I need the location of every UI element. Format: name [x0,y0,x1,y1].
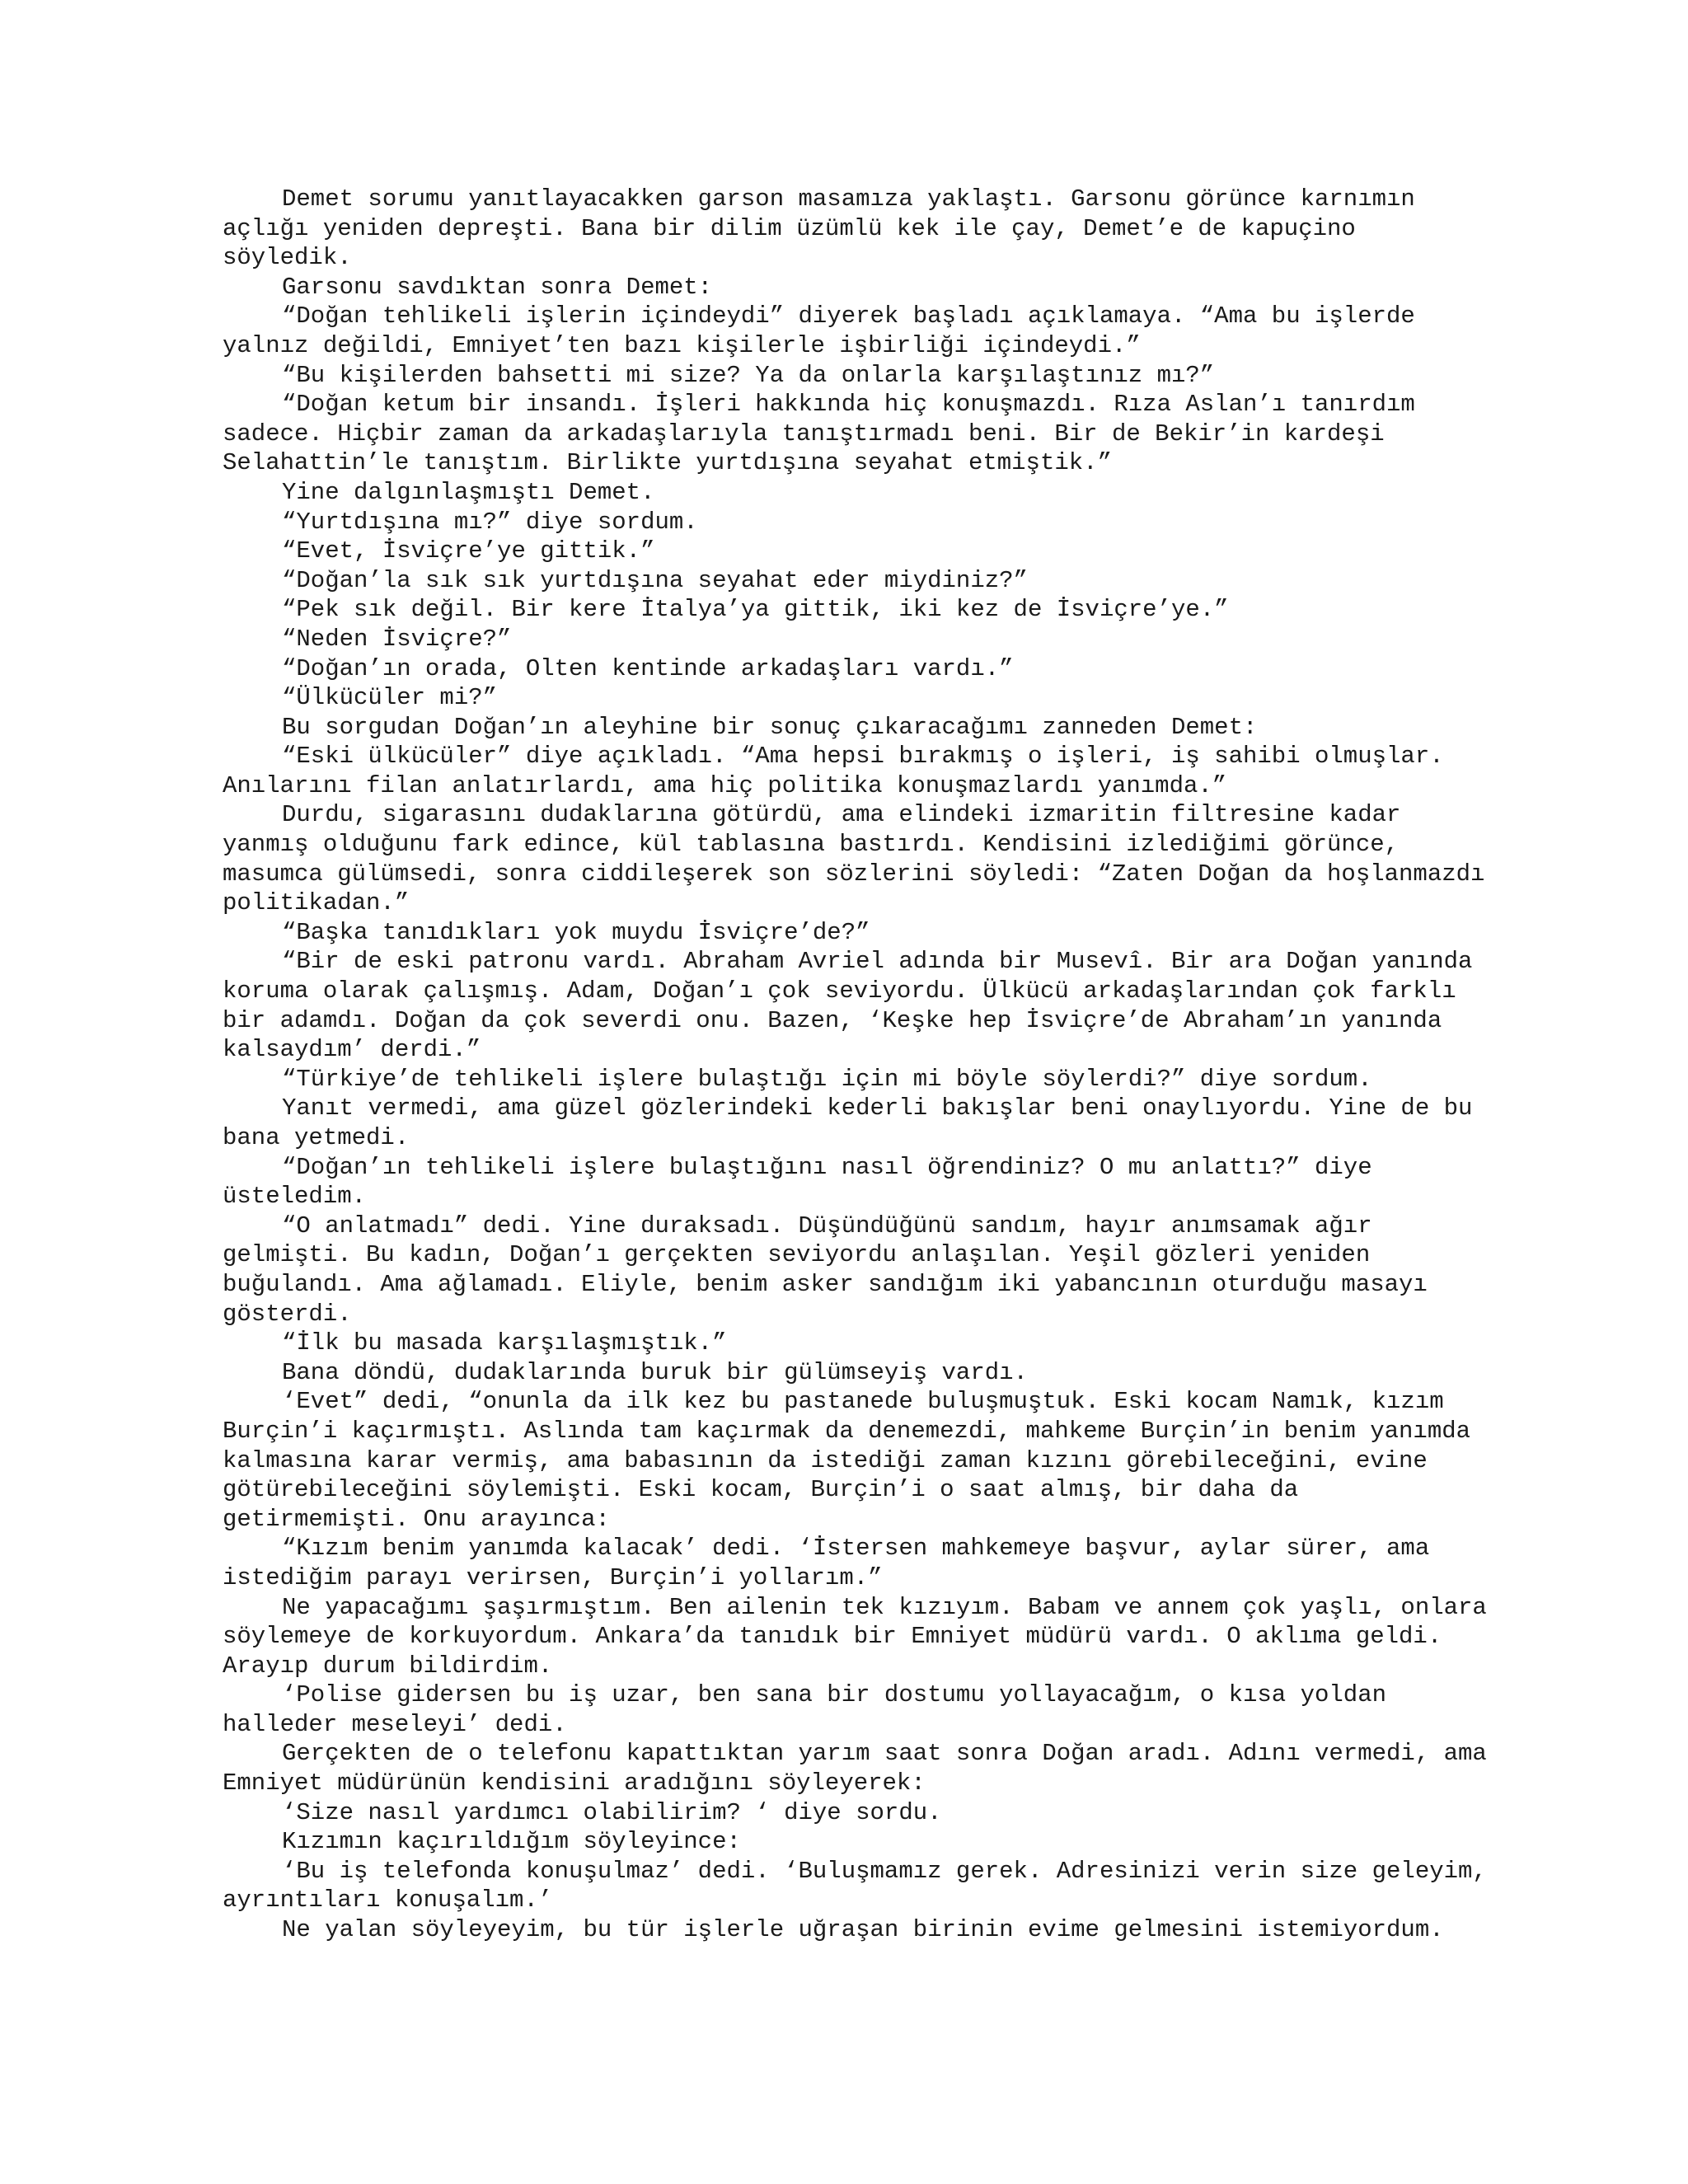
paragraph: “Bu kişilerden bahsetti mi size? Ya da onlarla karşılaştınız mı?” [282,361,1215,389]
paragraph: “Doğan’la sık sık yurtdışına seyahat eder miydiniz?” [282,566,1028,594]
paragraph: “Kızım benim yanımda kalacak’ dedi. ‘İstersen mahkemeye başvur, aylar sürer, ama istediğim parayı verirsen, Burçin’i yollarım.” [223,1535,1444,1591]
paragraph: “O anlatmadı” dedi. Yine duraksadı. Düşündüğünü sandım, hayır anımsamak ağır gelmişti. Bu kadın, Doğan’ı gerçekten seviyordu anlaşılan. Yeşil gözleri yeniden buğulandı. Ama ağlamadı. Eliyle, benim asker sandığım iki yabancının oturduğu masayı gösterdi. [223,1212,1442,1328]
paragraph: Demet sorumu yanıtlayacakken garson masamıza yaklaştı. Garsonu görünce karnımın açlığı yeniden depreşti. Bana bir dilim üzümlü kek ile çay, Demet’e de kapuçino söyledik. [223,185,1430,272]
paragraph: “Ülkücüler mi?” [282,684,498,712]
paragraph: “İlk bu masada karşılaşmıştık.” [282,1329,727,1357]
document-page [223,185,1502,1945]
paragraph: ‘Evet” dedi, “onunla da ilk kez bu pastanede buluşmuştuk. Eski kocam Namık, kızım Burçin’i kaçırmıştı. Aslında tam kaçırmak da denemezdi, mahkeme Burçin’in benim yanımda kalmasına karar vermiş, ama babasının da istediği zaman kızını görebileceğini, evine götürebileceğini söylemişti. Eski kocam, Burçin’i o saat almış, bir daha da getirmemişti. Onu arayınca: [223,1388,1485,1533]
paragraph: Yanıt vermedi, ama güzel gözlerindeki kederli bakışlar beni onaylıyordu. Yine de bu bana yetmedi. [223,1094,1487,1151]
paragraph: Ne yalan söyleyeyim, bu tür işlerle uğraşan birinin evime gelmesini istemiyordum. [282,1916,1444,1944]
paragraph: “Neden İsviçre?” [282,625,512,653]
paragraph: “Bir de eski patronu vardı. Abraham Avriel adında bir Musevî. Bir ara Doğan yanında koruma olarak çalışmış. Adam, Doğan’ı çok seviyordu. Ülkücü arkadaşlarından çok farklı bir adamdı. Doğan da çok severdi onu. Bazen, ‘Keşke hep İsviçre’de Abraham’ın yanında kalsaydım’ derdi.” [223,948,1487,1064]
paragraph: Bana döndü, dudaklarında buruk bir gülümseyiş vardı. [282,1358,1028,1386]
paragraph: “Eski ülkücüler” diye açıkladı. “Ama hepsi bırakmış o işleri, iş sahibi olmuşlar. Anılarını filan anlatırlardı, ama hiç politika konuşmazlardı yanımda.” [223,743,1459,799]
paragraph: “Doğan ketum bir insandı. İşleri hakkında hiç konuşmazdı. Rıza Aslan’ı tanırdım sadece. Hiçbir zaman da arkadaşlarıyla tanıştırmadı beni. Bir de Bekir’in kardeşi Selahattin’le tanıştım. Birlikte yurtdışına seyahat etmiştik.” [223,391,1430,477]
paragraph: ‘Bu iş telefonda konuşulmaz’ dedi. ‘Buluşmamız gerek. Adresinizi verin size geleyim, ayrıntıları konuşalım.’ [223,1857,1502,1915]
paragraph: “Pek sık değil. Bir kere İtalya’ya gittik, iki kez de İsviçre’ye.” [282,596,1229,624]
paragraph: Durdu, sigarasını dudaklarına götürdü, ama elindeki izmaritin filtresine kadar yanmış olduğunu fark edince, kül tablasına bastırdı. Kendisini izlediğimi görünce, masumca gülümsedi, sonra ciddileşerek son sözlerini söyledi: “Zaten Doğan da hoşlanmazdı politikadan.” [223,801,1499,917]
paragraph: Ne yapacağımı şaşırmıştım. Ben ailenin tek kızıyım. Babam ve annem çok yaşlı, onlara söylemeye de korkuyordum. Ankara’da tanıdık bir Emniyet müdürü vardı. O aklıma geldi. Arayıp durum bildirdim. [223,1593,1502,1680]
paragraph: “Doğan’ın orada, Olten kentinde arkadaşları vardı.” [282,654,1014,682]
paragraph: ‘Size nasıl yardımcı olabilirim? ‘ diye sordu. [282,1798,942,1826]
paragraph: Kızımın kaçırıldığım söyleyince: [282,1828,741,1856]
paragraph: “Doğan’ın tehlikeli işlere bulaştığını nasıl öğrendiniz? O mu anlattı?” diye üsteledim. [223,1153,1387,1211]
paragraph: “Türkiye’de tehlikeli işlere bulaştığı için mi böyle söylerdi?” diye sordum. [282,1065,1372,1093]
paragraph: “Başka tanıdıkları yok muydu İsviçre’de?” [282,918,870,946]
paragraph: Gerçekten de o telefonu kapattıktan yarım saat sonra Doğan aradı. Adını vermedi, ama Emniyet müdürünün kendisini aradığını söyleyerek: [223,1740,1502,1797]
paragraph: “Evet, İsviçre’ye gittik.” [282,537,655,565]
paragraph: ‘Polise gidersen bu iş uzar, ben sana bir dostumu yollayacağım, o kısa yoldan halleder meseleyi’ dedi. [223,1681,1401,1738]
paragraph: Bu sorgudan Doğan’ın aleyhine bir sonuç çıkaracağımı zanneden Demet: [282,713,1258,741]
paragraph: “Yurtdışına mı?” diye sordum. [282,508,698,536]
paragraph: Yine dalgınlaşmıştı Demet. [282,478,655,506]
paragraph: “Doğan tehlikeli işlerin içindeydi” diyerek başladı açıklamaya. “Ama bu işlerde yalnız değildi, Emniyet’ten bazı kişilerle işbirliği içindeydi.” [223,302,1430,359]
paragraph: Garsonu savdıktan sonra Demet: [282,273,713,301]
